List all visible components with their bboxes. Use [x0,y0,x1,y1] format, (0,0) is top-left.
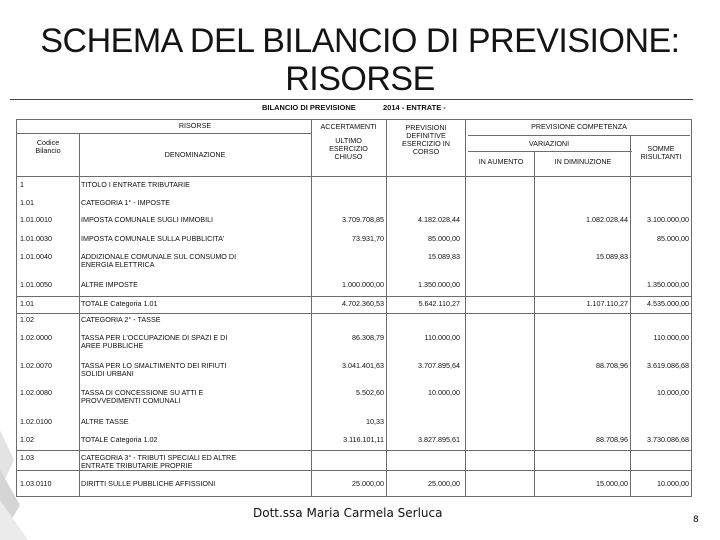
header-ultimo-esercizio: ULTIMO ESERCIZIO CHIUSO [329,136,368,161]
row-12-name: TOTALE Categoria 1.02 [81,435,158,444]
row-11-name: ALTRE TASSE [81,417,129,426]
row-3-name: IMPOSTA COMUNALE SULLA PUBBLICITA' [81,234,225,243]
row-12-acc: 3.116.101,11 [343,435,384,444]
row-3-somme: 85.000,00 [657,234,689,243]
row-9-name: TASSA PER LO SMALTIMENTO DEI RIFIUTI SOLIDI URBANI [81,361,227,378]
row-9-acc: 3.041.401,63 [342,361,384,370]
row-13-name: CATEGORIA 3° - TRIBUTI SPECIALI ED ALTRE ENTRATE TRIBUTARIE PROPRIE [81,453,237,470]
row-14-code: 1.03.0110 [20,479,52,488]
header-codice: Codice Bilancio [35,138,61,155]
row-5-acc: 1.000.000,00 [342,280,384,289]
row-2-prev: 4.182.028,44 [418,215,460,224]
row-6-prev: 5.642.110,27 [418,299,460,308]
sheet-heading-left: BILANCIO DI PREVISIONE [262,103,356,112]
header-accertamenti: ACCERTAMENTI [320,122,377,131]
row-12-prev: 3.827.895,61 [418,435,460,444]
title-divider [10,99,693,100]
row-8-somme: 110.000,00 [653,333,689,342]
row-4-name: ADDIZIONALE COMUNALE SUL CONSUMO DI ENERGIA ELETTRICA [81,252,237,269]
row-0-code: 1 [20,180,24,189]
slide-title-line1: SCHEMA DEL BILANCIO DI PREVISIONE: [40,22,680,60]
row-1-name: CATEGORIA 1° - IMPOSTE [81,198,171,207]
row-0-name: TITOLO I ENTRATE TRIBUTARIE [81,180,190,189]
row-9-code: 1.02.0070 [20,361,52,370]
row-7-name: CATEGORIA 2° - TASSE [81,315,161,324]
row-3-prev: 85.000,00 [428,234,460,243]
row-8-name: TASSA PER L'OCCUPAZIONE DI SPAZI E DI AREE PUBBLICHE [81,333,228,350]
header-competenza: PREVISIONE COMPETENZA [531,122,627,131]
row-9-dim: 88.708,96 [596,361,628,370]
row-4-prev: 15.089,83 [428,252,460,261]
row-10-prev: 10.000,00 [428,388,460,397]
row-14-name: DIRITTI SULLE PUBBLICHE AFFISSIONI [81,479,216,488]
row-6-acc: 4.702.360,53 [342,299,384,308]
row-5-name: ALTRE IMPOSTE [81,280,138,289]
row-12-somme: 3.730.086,68 [647,435,689,444]
header-variazioni: VARIAZIONI [528,139,570,148]
row-8-code: 1.02.0000 [20,333,52,342]
row-4-code: 1.01.0040 [20,252,52,261]
row-6-name: TOTALE Categoria 1.01 [81,299,158,308]
row-6-code: 1.01 [20,299,34,308]
row-5-somme: 1.350.000,00 [647,280,689,289]
row-10-somme: 10.000,00 [657,388,689,397]
row-2-dim: 1.082.028,44 [586,215,628,224]
header-risorse: RISORSE [178,121,212,130]
row-3-code: 1.01.0030 [20,234,52,243]
slide-title-line2: RISORSE [285,60,435,98]
header-somme-risultanti: SOMME RISULTANTI [640,144,682,161]
row-2-somme: 3.100.000,00 [647,215,689,224]
row-13-code: 1.03 [20,453,34,462]
row-14-acc: 25.000,00 [352,479,384,488]
page-number: 8 [693,515,699,525]
row-1-code: 1.01 [20,198,34,207]
row-14-prev: 25.000,00 [428,479,460,488]
header-denominazione: DENOMINAZIONE [164,150,226,159]
row-14-dim: 15.000,00 [596,479,628,488]
row-4-dim: 15.089,83 [596,252,628,261]
row-11-code: 1.02.0100 [20,417,52,426]
footer-author: Dott.ssa Maria Carmela Serluca [253,506,443,520]
row-9-prev: 3.707.895,64 [418,361,460,370]
row-12-code: 1.02 [20,435,34,444]
row-10-code: 1.02.0080 [20,388,52,397]
row-7-code: 1.02 [20,315,34,324]
row-3-acc: 73.931,70 [352,234,384,243]
row-2-acc: 3.709.708,85 [342,215,384,224]
row-2-code: 1.01.0010 [20,215,52,224]
row-6-somme: 4.535.000,00 [647,299,689,308]
header-in-aumento: IN AUMENTO [478,157,524,166]
row-5-prev: 1.350.000,00 [418,280,460,289]
header-previsioni: PREVISIONI DEFINITIVE ESERCIZIO IN CORSO [402,123,450,156]
row-8-acc: 86.308,79 [352,333,384,342]
row-10-acc: 5.502,60 [356,388,384,397]
row-9-somme: 3.619.086,68 [647,361,689,370]
row-14-somme: 10.000,00 [657,479,689,488]
row-6-dim: 1.107.110,27 [586,299,628,308]
row-11-acc: 10,33 [366,417,384,426]
header-in-diminuzione: IN DIMINUZIONE [554,157,612,166]
row-8-prev: 110.000,00 [424,333,460,342]
row-12-dim: 88.708,96 [596,435,628,444]
sheet-heading-right: 2014 - ENTRATE - [383,103,446,112]
row-10-name: TASSA DI CONCESSIONE SU ATTI E PROVVEDIMENTI COMUNALI [81,388,204,405]
row-2-name: IMPOSTA COMUNALE SUGLI IMMOBILI [81,215,214,224]
row-5-code: 1.01.0050 [20,280,52,289]
